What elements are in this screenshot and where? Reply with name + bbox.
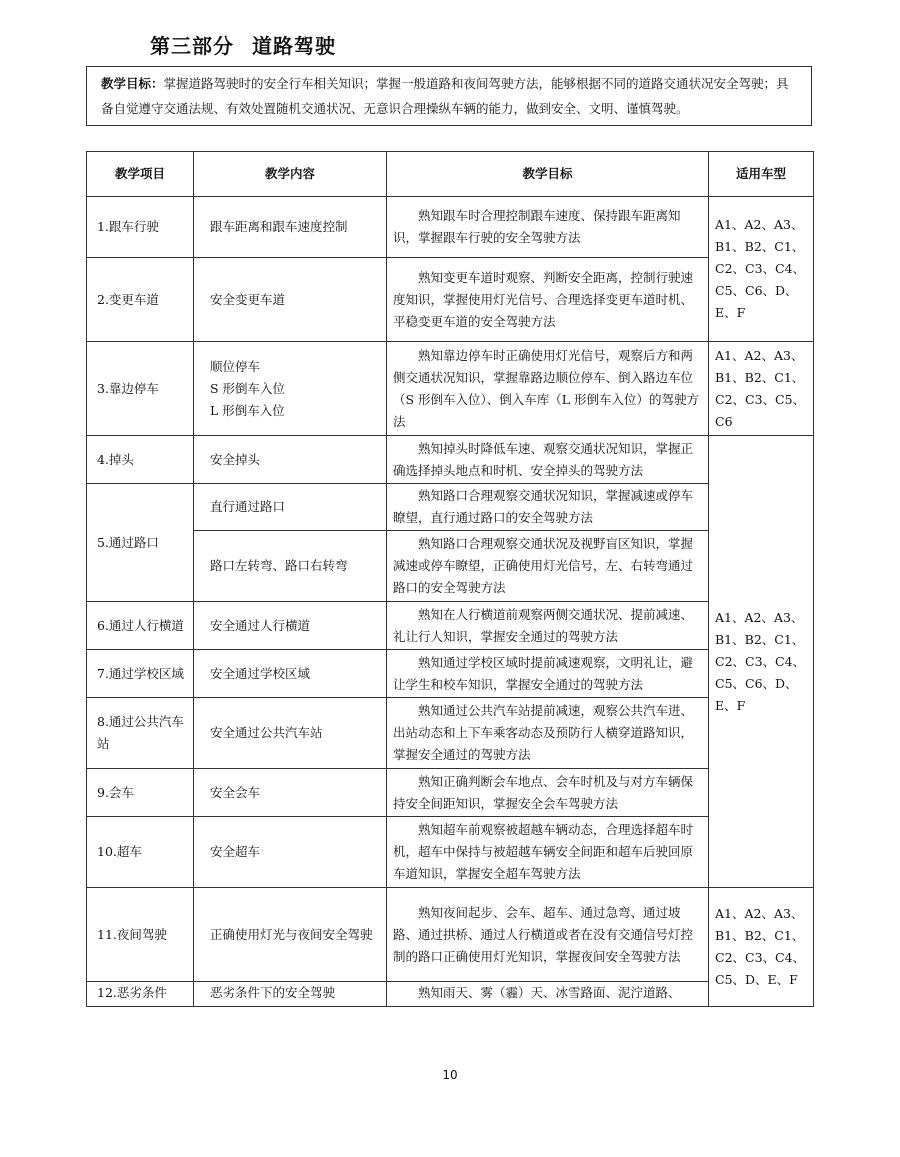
row-content: 直行通过路口 (194, 484, 387, 531)
row-content: 安全超车 (194, 817, 387, 888)
row-item: 3.靠边停车 (87, 342, 194, 436)
table-row (87, 436, 814, 484)
row-goal: 熟知夜间起步、会车、超车、通过急弯、通过坡路、通过拱桥、通过人行横道或者在没有交通信号灯控制的路口正确使用灯光知识，掌握夜间安全驾驶方法 (387, 888, 709, 982)
row-item: 2.变更车道 (87, 258, 194, 342)
table-row (87, 484, 814, 531)
row-item: 4.掉头 (87, 436, 194, 484)
row-goal: 熟知通过公共汽车站提前减速，观察公共汽车进、出站动态和上下车乘客动态及预防行人横穿道路知识，掌握安全通过的驾驶方法 (387, 698, 709, 769)
row-item: 7.通过学校区域 (87, 650, 194, 698)
table-row (87, 817, 814, 888)
content-line: S 形倒车入位 (210, 380, 286, 396)
table-row (87, 197, 814, 258)
row-goal: 熟知靠边停车时正确使用灯光信号，观察后方和两侧交通状况知识，掌握靠路边顺位停车、倒入路边车位（S 形倒车入位）、倒入车库（L 形倒车入位）的驾驶方法 (387, 342, 709, 436)
row-item: 5.通过路口 (87, 484, 194, 602)
row-content: 正确使用灯光与夜间安全驾驶 (194, 888, 387, 982)
row-goal: 熟知超车前观察被超越车辆动态，合理选择超车时机，超车中保持与被超越车辆安全间距和超车后驶回原车道知识，掌握安全超车驾驶方法 (387, 817, 709, 888)
header-vehicle-types: 适用车型 (709, 152, 814, 197)
driving-curriculum-table (86, 151, 814, 1007)
table-row (87, 602, 814, 650)
row-goal: 熟知变更车道时观察、判断安全距离，控制行驶速度知识，掌握使用灯光信号、合理选择变更车道时机、平稳变更车道的安全驾驶方法 (387, 258, 709, 342)
teaching-goal-text: 掌握道路驾驶时的安全行车相关知识；掌握一般道路和夜间驾驶方法，能够根据不同的道路交通状况安全驾驶；具备自觉遵守交通法规、有效处置随机交通状况、无意识合理操纵车辆的能力，做到安全、文明、谨慎驾驶。 (101, 76, 789, 116)
section-title-name: 道路驾驶 (252, 34, 336, 58)
vehicle-types-group-2: A1、A2、A3、B1、B2、C1、C2、C3、C5、C6 (709, 342, 814, 436)
row-goal: 熟知跟车时合理控制跟车速度、保持跟车距离知识，掌握跟车行驶的安全驾驶方法 (387, 197, 709, 258)
row-content: 安全会车 (194, 769, 387, 817)
row-item: 6.通过人行横道 (87, 602, 194, 650)
row-content: 路口左转弯、路口右转弯 (194, 531, 387, 602)
row-item: 10.超车 (87, 817, 194, 888)
content-line: 顺位停车 (210, 358, 261, 374)
table-row (87, 531, 814, 602)
row-goal: 熟知正确判断会车地点、会车时机及与对方车辆保持安全间距知识，掌握安全会车驾驶方法 (387, 769, 709, 817)
row-content: 安全变更车道 (194, 258, 387, 342)
header-teaching-item: 教学项目 (87, 152, 194, 197)
row-content: 安全掉头 (194, 436, 387, 484)
header-teaching-content: 教学内容 (194, 152, 387, 197)
table-row (87, 888, 814, 982)
table-header-row (87, 152, 814, 197)
table-row (87, 342, 814, 436)
row-goal: 熟知路口合理观察交通状况及视野盲区知识，掌握减速或停车瞭望，正确使用灯光信号，左、右转弯通过路口的安全驾驶方法 (387, 531, 709, 602)
row-item: 11.夜间驾驶 (87, 888, 194, 982)
table-row (87, 258, 814, 342)
row-content: 安全通过公共汽车站 (194, 698, 387, 769)
row-item: 1.跟车行驶 (87, 197, 194, 258)
section-title-part: 第三部分 (150, 34, 234, 58)
row-goal: 熟知通过学校区域时提前减速观察，文明礼让，避让学生和校车知识，掌握安全通过的驾驶方法 (387, 650, 709, 698)
teaching-goal-box (86, 66, 812, 126)
section-title (150, 30, 336, 59)
header-teaching-goal: 教学目标 (387, 152, 709, 197)
vehicle-types-group-3: A1、A2、A3、B1、B2、C1、C2、C3、C4、C5、C6、D、E、F (709, 436, 814, 888)
teaching-goal-label: 教学目标： (101, 76, 164, 91)
content-line: L 形倒车入位 (210, 402, 285, 418)
table-row (87, 698, 814, 769)
row-goal: 熟知雨天、雾（霾）天、冰雪路面、泥泞道路、 (387, 982, 709, 1007)
row-item: 12.恶劣条件 (87, 982, 194, 1007)
vehicle-types-group-1: A1、A2、A3、B1、B2、C1、C2、C3、C4、C5、C6、D、E、F (709, 197, 814, 342)
page-number: 10 (442, 1068, 458, 1082)
table-row (87, 982, 814, 1007)
row-content: 恶劣条件下的安全驾驶 (194, 982, 387, 1007)
table-row (87, 769, 814, 817)
row-content-multiline (194, 342, 387, 436)
row-content: 安全通过学校区域 (194, 650, 387, 698)
row-content: 安全通过人行横道 (194, 602, 387, 650)
row-goal: 熟知路口合理观察交通状况知识，掌握减速或停车瞭望，直行通过路口的安全驾驶方法 (387, 484, 709, 531)
row-item: 8.通过公共汽车站 (87, 698, 194, 769)
row-content: 跟车距离和跟车速度控制 (194, 197, 387, 258)
vehicle-types-group-4: A1、A2、A3、B1、B2、C1、C2、C3、C4、C5、D、E、F (709, 888, 814, 1007)
table-row (87, 650, 814, 698)
row-goal: 熟知在人行横道前观察两侧交通状况、提前减速、礼让行人知识，掌握安全通过的驾驶方法 (387, 602, 709, 650)
row-goal: 熟知掉头时降低车速、观察交通状况知识，掌握正确选择掉头地点和时机、安全掉头的驾驶方法 (387, 436, 709, 484)
row-item: 9.会车 (87, 769, 194, 817)
